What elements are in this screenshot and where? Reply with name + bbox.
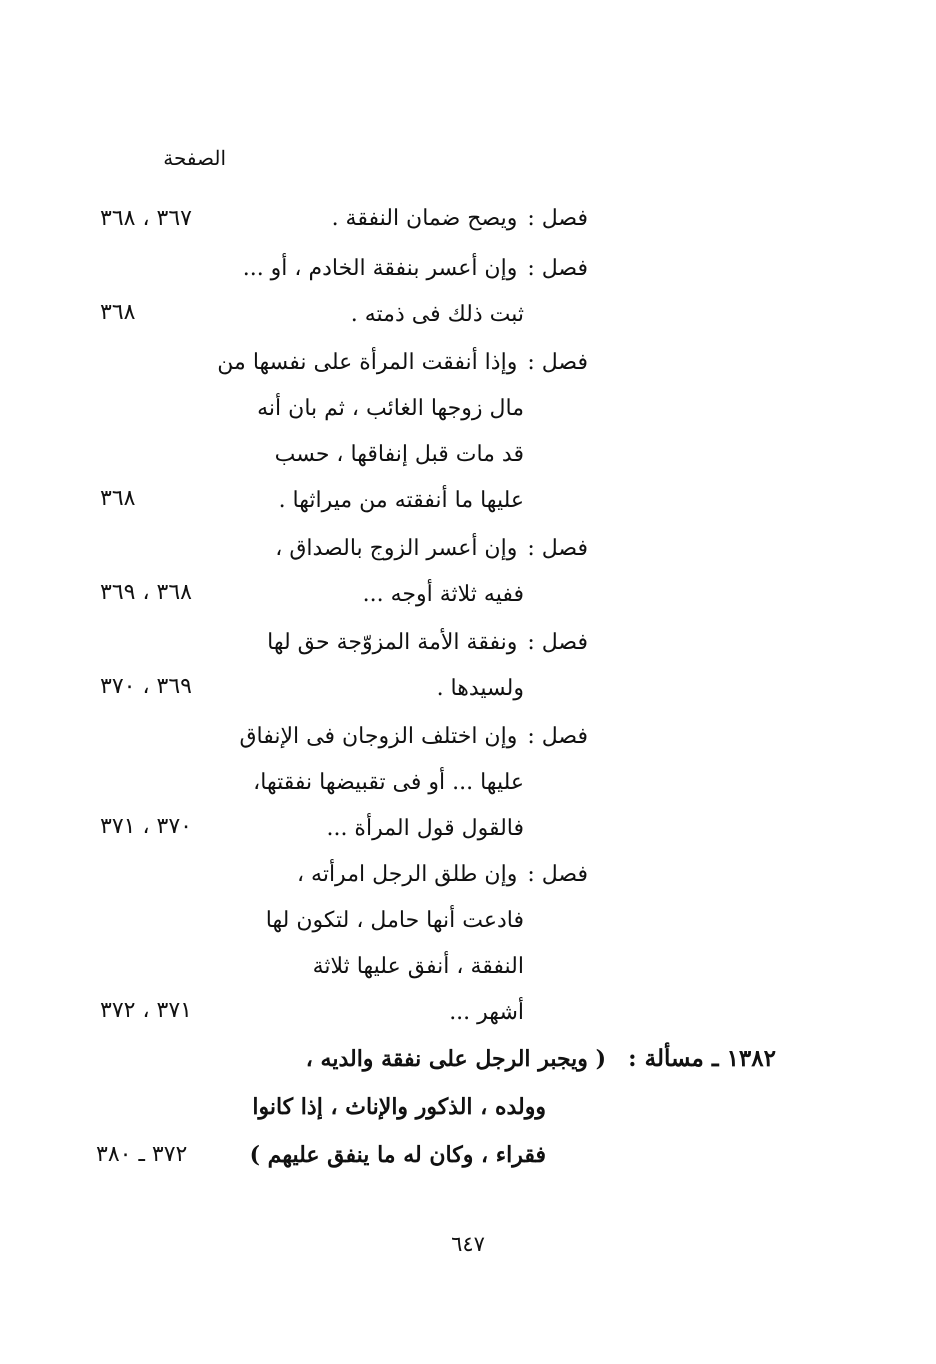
page-reference: ٣٦٨ ، ٣٦٩ xyxy=(100,580,192,605)
index-entry-line xyxy=(217,340,588,386)
entry-label: فصل : xyxy=(527,536,588,561)
entry-continuation: ولسيدها . xyxy=(436,676,524,701)
entry-text: وإن أعسر بنفقة الخادم ، أو ... xyxy=(242,256,518,281)
index-entry-line xyxy=(243,246,588,292)
masala-text-line: فقراء ، وكان له ما ينفق عليهم ) xyxy=(249,1142,546,1168)
entry-text: وإن طلق الرجل امرأته ، xyxy=(296,862,518,887)
entry-text: ويصح ضمان النفقة . xyxy=(331,206,518,231)
page-reference: ٣٦٩ ، ٣٧٠ xyxy=(100,674,192,699)
page-reference: ٣٦٨ xyxy=(100,486,136,511)
index-entry-line xyxy=(275,526,588,572)
index-entry-line xyxy=(332,196,588,242)
entry-text: ونفقة الأمة المزوّجة حق لها xyxy=(267,630,518,655)
entry-continuation: قد مات قبل إنفاقها ، حسب xyxy=(274,442,524,467)
entry-continuation: فالقول قول المرأة ... xyxy=(326,816,524,841)
page-reference: ٣٦٧ ، ٣٦٨ xyxy=(100,206,192,231)
page-reference: ٣٧١ ، ٣٧٢ xyxy=(100,998,192,1023)
entry-text: وإن اختلف الزوجان فى الإنفاق xyxy=(239,724,518,749)
entry-continuation: عليها ... أو فى تقبيضها نفقتها، xyxy=(253,770,524,795)
index-entry-line xyxy=(239,714,588,760)
page-reference: ٣٦٨ xyxy=(100,300,136,325)
page-number: ٦٤٧ xyxy=(451,1232,485,1256)
entry-text: وإذا أنفقت المرأة على نفسها من xyxy=(217,350,518,375)
masala-text-line: ( ويجبر الرجل على نفقة والديه ، xyxy=(305,1046,606,1072)
index-entry-line xyxy=(297,852,588,898)
entry-continuation: ثبت ذلك فى ذمته . xyxy=(350,302,524,327)
entry-continuation: ففيه ثلاثة أوجه ... xyxy=(362,582,524,607)
index-entry-line xyxy=(267,620,588,666)
entry-continuation: أشهر ... xyxy=(449,1000,524,1025)
entry-continuation: مال زوجها الغائب ، ثم بان أنه xyxy=(257,396,524,421)
entry-continuation: النفقة ، أنفق عليها ثلاثة xyxy=(312,954,524,979)
page-reference: ٣٧٠ ، ٣٧١ xyxy=(100,814,192,839)
entry-continuation: فادعت أنها حامل ، لتكون لها xyxy=(265,908,524,933)
entry-label: فصل : xyxy=(527,630,588,655)
masala-text-line: وولده ، الذكور والإناث ، إذا كانوا xyxy=(252,1094,546,1120)
entry-label: فصل : xyxy=(527,862,588,887)
entry-label: فصل : xyxy=(527,724,588,749)
masala-number: ١٣٨٢ ـ مسألة : xyxy=(628,1045,776,1072)
entry-label: فصل : xyxy=(527,256,588,281)
page-reference: ٣٧٢ ـ ٣٨٠ xyxy=(96,1142,188,1167)
entry-text: وإن أعسر الزوج بالصداق ، xyxy=(275,536,518,561)
page-column-header: الصفحة xyxy=(163,146,226,170)
entry-continuation: عليها ما أنفقته من ميراثها . xyxy=(278,488,524,513)
entry-label: فصل : xyxy=(527,206,588,231)
entry-label: فصل : xyxy=(527,350,588,375)
